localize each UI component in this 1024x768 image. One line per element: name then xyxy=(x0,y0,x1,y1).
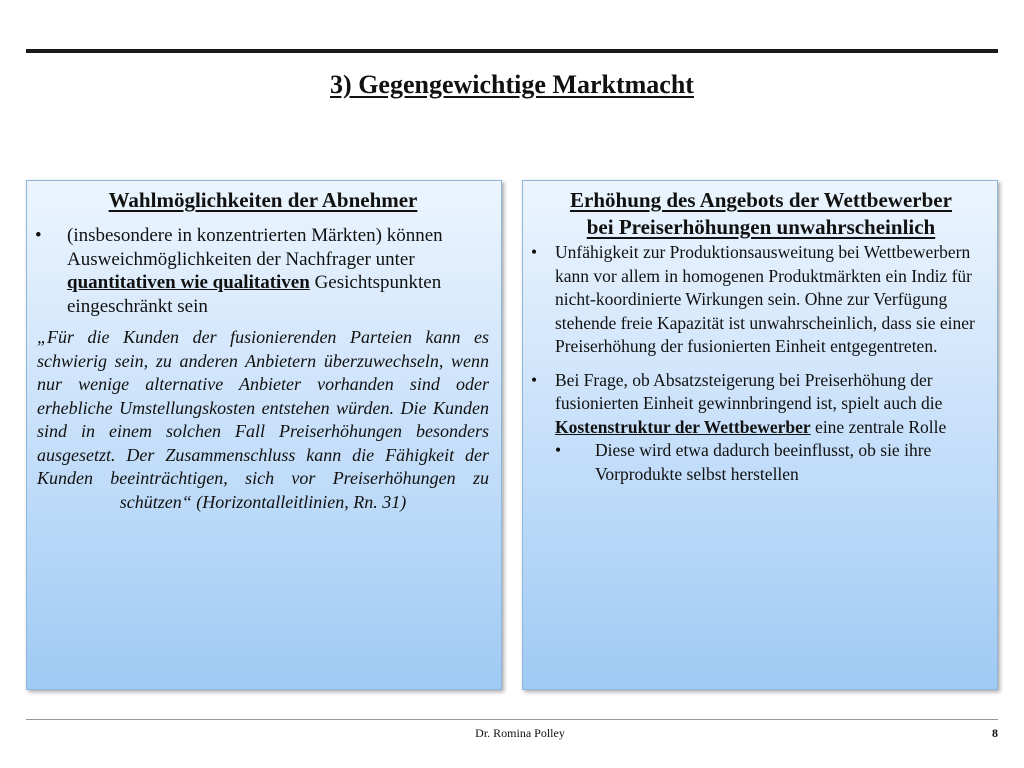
right-heading-line1: Erhöhung des Angebots der Wettbewerber xyxy=(570,188,952,212)
bullet-emphasis: Kostenstruktur der Wettbewerber xyxy=(555,416,811,437)
page-number: 8 xyxy=(992,726,998,740)
right-heading-line2: bei Preiserhöhungen unwahrscheinlich xyxy=(586,215,936,239)
right-panel-heading xyxy=(531,187,991,241)
slide-title: 3) Gegengewichtige Marktmacht xyxy=(330,70,694,99)
list-item xyxy=(35,224,491,318)
bullet-text-end: eine zentrale Rolle xyxy=(810,416,947,437)
bullet-emphasis: quantitativen wie qualitativen xyxy=(67,272,310,293)
sub-bullet-text: Diese wird etwa dadurch beeinflusst, ob sie ihre Vorprodukte selbst herstellen xyxy=(595,440,932,484)
right-panel xyxy=(522,180,998,690)
quote-block xyxy=(35,326,491,514)
bullet-text-start: (insbesondere in konzentrierten Märkten) können Ausweichmöglichkeiten der Nachfrager unter xyxy=(67,225,443,270)
bullet-text-start: Bei Frage, ob Absatzsteigerung bei Preiserhöhung der fusionierten Einheit gewinnbringend ist, spielt auch die xyxy=(555,369,943,413)
left-panel-heading: Wahlmöglichkeiten der Abnehmer xyxy=(108,188,418,212)
left-panel xyxy=(26,180,502,690)
bullet-icon: • xyxy=(555,440,562,460)
bullet-icon: • xyxy=(531,242,538,262)
footer-author: Dr. Romina Polley xyxy=(475,726,565,740)
right-bullet-list xyxy=(531,241,991,486)
bullet-icon: • xyxy=(531,369,538,390)
list-item xyxy=(531,369,991,487)
bullet-icon: • xyxy=(35,225,42,246)
list-item xyxy=(531,241,991,359)
sub-bullet-list xyxy=(555,439,991,486)
bullet-text: Unfähigkeit zur Produktionsausweitung bei Wettbewerbern kann vor allem in homogenen Produktmärkten ein Indiz für nicht-koordinierte Wirkungen sein. Ohne zur Verfügung stehende freie Kapazität ist unwahrscheinlich, dass sie einer Preiserhöhung der fusionierten Einheit entgegentreten. xyxy=(555,242,975,356)
footer-divider xyxy=(26,719,998,720)
left-bullet-list xyxy=(35,224,491,318)
list-item xyxy=(555,439,991,486)
top-divider xyxy=(26,49,998,53)
bullet-text-end: Gesichtspunkten eingeschränkt sein xyxy=(67,272,442,317)
quote-text: „Für die Kunden der fusionierenden Parteien kann es schwierig sein, zu anderen Anbietern überzuwechseln, wenn nur wenige alternative Anbieter vorhanden sind oder erhebliche Umstellungskosten entstehen würden. Die Kunden sind in einem solchen Fall Preiserhöhungen besonders ausgesetzt. Der Zusammenschluss kann die Fähigkeit der Kunden beeinträchtigen, sich vor Preiserhöhungen zu schützen“ (Horizontalleitlinien, Rn. 31) xyxy=(37,327,489,512)
